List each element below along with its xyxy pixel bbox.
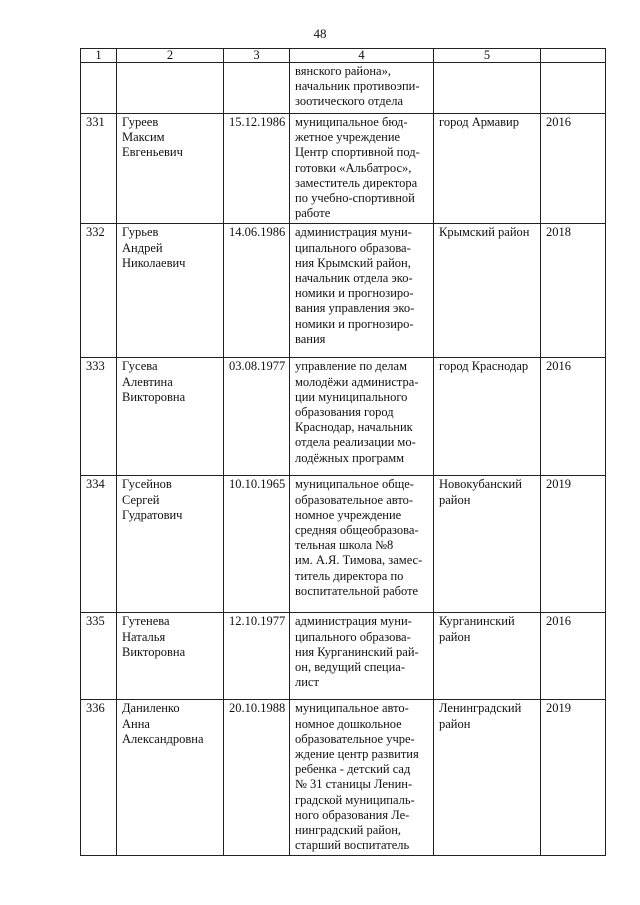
table-row	[81, 700, 606, 856]
text-line: Центр спортивной под-	[295, 145, 420, 160]
name-cell	[117, 63, 224, 114]
text-line: Николаевич	[122, 255, 186, 270]
text-line: им. А.Я. Тимова, замес-	[295, 553, 423, 568]
text-line: ния Курганинский рай-	[295, 644, 419, 659]
name-cell	[117, 476, 224, 613]
text-line: номики и прогнозиро-	[295, 286, 414, 301]
text-line: муниципальное обще-	[295, 477, 414, 492]
text-line: средняя общеобразова-	[295, 523, 419, 538]
position-cell	[290, 613, 434, 700]
text-line: заместитель директора	[295, 175, 418, 190]
text-line: район	[439, 492, 471, 507]
text-line: номное дошкольное	[295, 716, 402, 731]
territory-cell	[434, 63, 541, 114]
table-row	[81, 358, 606, 476]
text-line: администрация муни-	[295, 614, 412, 629]
text-line: Александровна	[122, 731, 204, 746]
text-line: ции муниципального	[295, 389, 408, 404]
text-line: градской муниципаль-	[295, 792, 415, 807]
territory-cell	[434, 700, 541, 856]
text-line: район	[439, 716, 471, 731]
birth-date-cell: 12.10.1977	[224, 613, 290, 700]
name-cell	[117, 613, 224, 700]
text-line: Алевтина	[122, 374, 173, 389]
year-cell	[541, 63, 606, 114]
registry-table	[80, 48, 606, 856]
num-cell	[81, 63, 117, 114]
position-cell	[290, 114, 434, 224]
text-line: Викторовна	[122, 389, 186, 404]
territory-cell	[434, 476, 541, 613]
text-line: Гусейнов	[122, 477, 172, 492]
text-line: молодёжи администра-	[295, 374, 419, 389]
territory-cell	[434, 114, 541, 224]
text-line: город Краснодар	[439, 359, 529, 374]
position-cell	[290, 700, 434, 856]
birth-date-cell: 14.06.1986	[224, 224, 290, 358]
text-line: Андрей	[122, 240, 163, 255]
text-line: Даниленко	[122, 701, 180, 716]
text-line: зоотического отдела	[295, 94, 404, 109]
territory-cell	[434, 358, 541, 476]
text-line: район	[439, 629, 471, 644]
territory-cell	[434, 224, 541, 358]
text-line: номное учреждение	[295, 507, 402, 522]
position-cell	[290, 476, 434, 613]
text-line: Максим	[122, 130, 165, 145]
text-line: нинградский район,	[295, 823, 402, 838]
text-line: администрация муни-	[295, 225, 412, 240]
text-line: лодёжных программ	[295, 450, 405, 465]
num-cell: 331	[81, 114, 117, 224]
text-line: титель директора по	[295, 568, 404, 583]
birth-date-cell: 03.08.1977	[224, 358, 290, 476]
text-line: жетное учреждение	[295, 130, 401, 145]
name-cell	[117, 224, 224, 358]
column-number: 5	[434, 49, 541, 63]
text-line: Гуреев	[122, 115, 159, 129]
page-number: 48	[313, 26, 327, 41]
position-cell	[290, 358, 434, 476]
text-line: вания управления эко-	[295, 301, 415, 316]
text-line: Краснодар, начальник	[295, 420, 413, 435]
text-line: Евгеньевич	[122, 145, 183, 160]
text-line: Новокубанский	[439, 477, 522, 492]
year-cell: 2016	[541, 358, 606, 476]
text-line: номики и прогнозиро-	[295, 316, 414, 331]
continuation-row	[81, 63, 606, 114]
text-line: старший воспитатель	[295, 838, 410, 853]
text-line: ципального образова-	[295, 240, 411, 255]
text-line: лист	[295, 675, 319, 690]
num-cell: 333	[81, 358, 117, 476]
text-line: образовательное учре-	[295, 731, 415, 746]
text-line: ципального образова-	[295, 629, 411, 644]
text-line: Гусева	[122, 359, 158, 374]
birth-date-cell: 20.10.1988	[224, 700, 290, 856]
text-line: работе	[295, 206, 331, 221]
text-line: Наталья	[122, 629, 166, 644]
text-line: Курганинский	[439, 614, 515, 629]
table-row	[81, 613, 606, 700]
birth-date-cell	[224, 63, 290, 114]
name-cell	[117, 700, 224, 856]
text-line: готовки «Альбатрос»,	[295, 160, 412, 175]
text-line: Крымский район	[439, 225, 530, 240]
num-cell: 334	[81, 476, 117, 613]
column-number	[541, 49, 606, 63]
text-line: Гурьев	[122, 225, 159, 240]
table-row	[81, 224, 606, 358]
text-line: отдела реализации мо-	[295, 435, 416, 450]
text-line: образовательное авто-	[295, 492, 414, 507]
column-number: 1	[81, 49, 117, 63]
year-cell: 2019	[541, 476, 606, 613]
column-number: 4	[290, 49, 434, 63]
text-line: ребенка - детский сад	[295, 762, 411, 777]
text-line: № 31 станицы Ленин-	[295, 777, 413, 792]
column-number: 3	[224, 49, 290, 63]
text-line: управление по делам	[295, 359, 407, 374]
birth-date-cell: 10.10.1965	[224, 476, 290, 613]
text-line: Викторовна	[122, 644, 186, 659]
year-cell: 2019	[541, 700, 606, 856]
position-cell	[290, 224, 434, 358]
text-line: муниципальное авто-	[295, 701, 409, 716]
year-cell: 2016	[541, 114, 606, 224]
num-cell: 335	[81, 613, 117, 700]
num-cell: 332	[81, 224, 117, 358]
text-line: по учебно-спортивной	[295, 191, 415, 206]
text-line: Ленинградский	[439, 701, 522, 716]
year-cell: 2018	[541, 224, 606, 358]
text-line: Сергей	[122, 492, 160, 507]
table-row	[81, 114, 606, 224]
text-line: он, ведущий специа-	[295, 660, 406, 675]
text-line: ния Крымский район,	[295, 255, 411, 270]
text-line: начальник противоэпи-	[295, 79, 420, 94]
text-line: город Армавир	[439, 115, 519, 129]
text-line: Гутенева	[122, 614, 170, 629]
text-line: образования город	[295, 405, 394, 420]
text-line: начальник отдела эко-	[295, 271, 413, 286]
birth-date-cell: 15.12.1986	[224, 114, 290, 224]
num-cell: 336	[81, 700, 117, 856]
text-line: ного образования Ле-	[295, 807, 410, 822]
text-line: Анна	[122, 716, 150, 731]
name-cell	[117, 358, 224, 476]
year-cell: 2016	[541, 613, 606, 700]
name-cell	[117, 114, 224, 224]
text-line: вания	[295, 331, 326, 346]
text-line: Гудратович	[122, 507, 183, 522]
text-line: ждение центр развития	[295, 747, 419, 762]
text-line: тельная школа №8	[295, 538, 394, 553]
column-number: 2	[117, 49, 224, 63]
position-cell	[290, 63, 434, 114]
territory-cell	[434, 613, 541, 700]
text-line: воспитательной работе	[295, 583, 419, 598]
text-line: вянского района»,	[295, 64, 391, 78]
text-line: муниципальное бюд-	[295, 115, 408, 129]
column-number-row	[81, 49, 606, 63]
table-row	[81, 476, 606, 613]
